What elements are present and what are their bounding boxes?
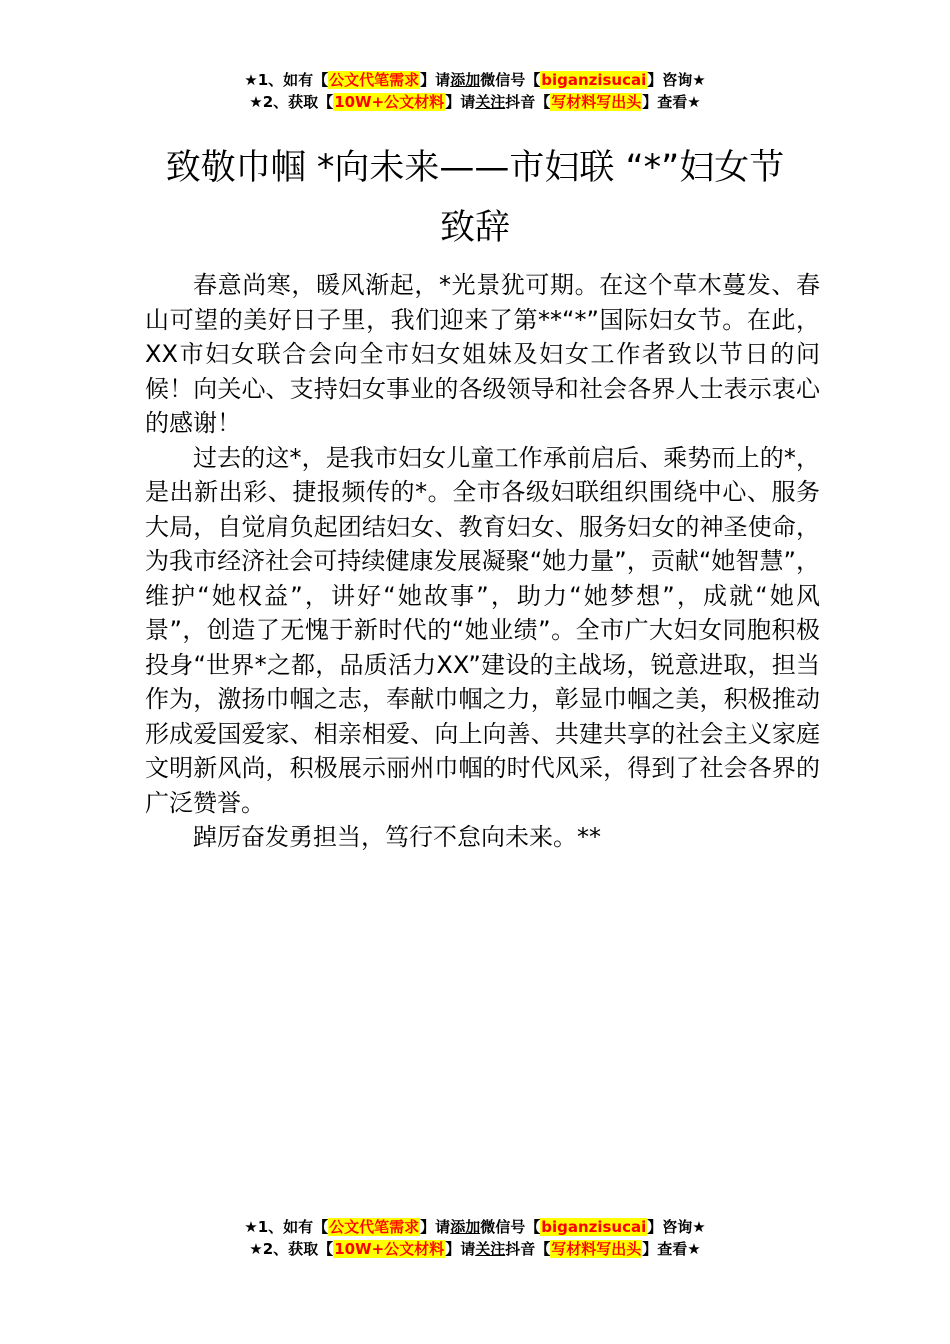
ad-text: ★2、获取【 — [249, 93, 334, 111]
ad-highlight-service: 公文代笔需求 — [329, 1218, 420, 1236]
ad-underlined-text: 添加 — [450, 1218, 481, 1236]
ad-highlight-wechat-id: biganzisucai — [541, 1218, 647, 1236]
ad-text: ★2、获取【 — [249, 1240, 334, 1258]
footer-ad-banner — [0, 1216, 950, 1260]
ad-highlight-service: 公文代笔需求 — [329, 71, 420, 89]
ad-text: 】咨询★ — [647, 71, 706, 89]
ad-text: 】查看★ — [642, 1240, 701, 1258]
ad-line-1 — [0, 69, 950, 91]
ad-highlight-douyin-account: 写材料写出头 — [551, 93, 642, 111]
paragraph-1: 春意尚寒，暖风渐起，*光景犹可期。在这个草木蔓发、春山可望的美好日子里，我们迎来了第**“*”国际妇女节。在此，XX市妇女联合会向全市妇女姐妹及妇女工作者致以节日的问候！向关心、支持妇女事业的各级领导和社会各界人士表示衷心的感谢！ — [145, 271, 820, 437]
ad-highlight-wechat-id: biganzisucai — [541, 71, 647, 89]
title-line-1: 致敬巾帼 *向未来——市妇联 “*”妇女节 — [165, 148, 785, 188]
ad-text: 】请 — [445, 93, 476, 111]
document-body — [145, 268, 820, 855]
document-title — [100, 138, 850, 258]
ad-underlined-text: 添加 — [450, 71, 481, 89]
ad-text: 抖音【 — [505, 93, 551, 111]
ad-text: 】咨询★ — [647, 1218, 706, 1236]
ad-line-2 — [0, 91, 950, 113]
ad-text: 抖音【 — [505, 1240, 551, 1258]
ad-text: 】请 — [420, 71, 451, 89]
ad-text: 】请 — [420, 1218, 451, 1236]
paragraph-2: 过去的这*，是我市妇女儿童工作承前启后、乘势而上的*，是出新出彩、捷报频传的*。全市各级妇联组织围绕中心、服务大局，自觉肩负起团结妇女、教育妇女、服务妇女的神圣使命，为我市经济社会可持续健康发展凝聚“她力量”，贡献“她智慧”，维护“她权益”，讲好“她故事”，助力“她梦想”，成就“她风景”，创造了无愧于新时代的“她业绩”。全市广大妇女同胞积极投身“世界*之都，品质活力XX”建设的主战场，锐意进取，担当作为，激扬巾帼之志，奉献巾帼之力，彰显巾帼之美，积极推动形成爱国爱家、相亲相爱、向上向善、共建共享的社会主义家庭文明新风尚，积极展示丽州巾帼的时代风采，得到了社会各界的广泛赞誉。 — [145, 443, 820, 817]
ad-text: 】查看★ — [642, 93, 701, 111]
paragraph-3: 踔厉奋发勇担当，笃行不怠向未来。** — [193, 823, 601, 851]
ad-line-2 — [0, 1238, 950, 1260]
ad-underlined-text: 关注 — [475, 93, 506, 111]
ad-text: 微信号【 — [480, 1218, 541, 1236]
ad-text: 微信号【 — [480, 71, 541, 89]
title-line-2: 致辞 — [439, 208, 510, 248]
ad-highlight-materials: 10W+公文材料 — [334, 1240, 445, 1258]
ad-underlined-text: 关注 — [475, 1240, 506, 1258]
ad-text: ★1、如有【 — [244, 1218, 329, 1236]
ad-line-1 — [0, 1216, 950, 1238]
ad-text: ★1、如有【 — [244, 71, 329, 89]
ad-highlight-materials: 10W+公文材料 — [334, 93, 445, 111]
header-ad-banner — [0, 69, 950, 113]
ad-text: 】请 — [445, 1240, 476, 1258]
ad-highlight-douyin-account: 写材料写出头 — [551, 1240, 642, 1258]
